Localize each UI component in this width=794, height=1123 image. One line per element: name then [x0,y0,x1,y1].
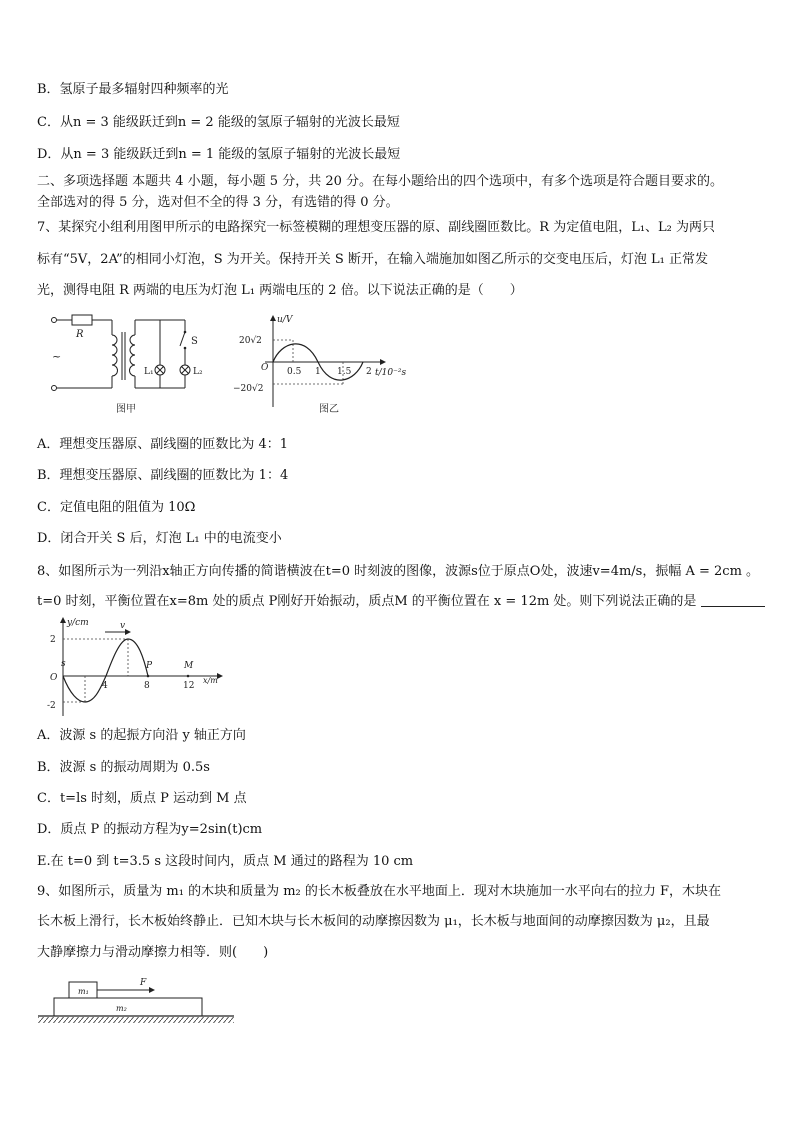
ground-hatch [38,1017,234,1023]
label-r: R [76,329,84,340]
wave-curve [63,639,148,702]
q7-option-b: B．理想变压器原、副线圈的匝数比为 1：4 [37,468,289,483]
tick-t-05: 0.5 [287,367,302,377]
q7-stem-line1: 7、某探究小组利用图甲所示的电路探究一标签模糊的理想变压器的原、副线圈匝数比。R 为定值电阻，L₁、L₂ 为两只 [37,220,716,235]
q8-option-d: D．质点 P 的振动方程为y=2sin(t)cm [37,822,263,837]
q9-stem-line1: 9、如图所示，质量为 m₁ 的木块和质量为 m₂ 的长木板叠放在水平地面上．现对木块施加一水平向右的拉力 F，木块在 [37,884,722,899]
q7-option-c: C．定值电阻的阻值为 10Ω [37,500,196,515]
answer-blank [701,592,765,607]
q8-option-e: E.在 t=0 到 t=3.5 s 这段时间内，质点 M 通过的路程为 10 cm [37,854,414,869]
tick-t-1: 1 [315,367,321,377]
q7-stem-line3: 光，测得电阻 R 两端的电压为灯泡 L₁ 两端电压的 2 倍。以下说法正确的是（ ） [37,283,523,298]
q7-option-d: D．闭合开关 S 后，灯泡 L₁ 中的电流变小 [37,531,282,546]
q8-option-c: C．t=ls 时刻，质点 P 运动到 M 点 [37,791,247,806]
axis-t-label: t/10⁻²s [375,368,407,378]
q9-stem-line2: 长木板上滑行，长木板始终静止．已知木块与长木板间的动摩擦因数为 μ₁，长木板与地面间的动摩擦因数为 μ₂，且最 [37,914,710,929]
axis-u-label: u/V [277,315,293,325]
tick-y-bottom: −20√2 [233,384,264,394]
secondary-coil [130,335,136,376]
label-m1: m₁ [78,987,89,996]
q8-stem-text: t=0 时刻，平衡位置在x=8m 处的质点 P刚好开始振动，质点M 的平衡位置在 x = 12m 处。则下列说法正确的是 [37,594,697,609]
tick-y-minus2: -2 [47,701,56,711]
prev-option-c: C．从n = 3 能级跃迁到n = 2 能级的氢原子辐射的光波长最短 [37,115,400,130]
origin-o: O [261,363,269,373]
label-l2: L₂ [193,367,203,377]
q8-stem-line1: 8、如图所示为一列沿x轴正方向传播的简谐横波在t=0 时刻波的图像，波源s位于原点O处，波速v=4m/s，振幅 A = 2cm 。 [37,564,760,579]
tick-t-15: 1.5 [337,367,352,377]
switch-s [180,332,185,346]
label-s: S [191,336,198,347]
tick-x-8: 8 [144,681,150,691]
q8-option-a: A．波源 s 的起振方向沿 y 轴正方向 [37,728,246,743]
label-m: M [184,661,194,671]
section-heading: 二、多项选择题 本题共 4 小题，每小题 5 分，共 20 分。在每小题给出的四个选项中，有多个选项是符合题目要求的。 [37,174,724,189]
origin-o: O [50,673,58,683]
q8-figure-wave [40,614,230,724]
q8-stem-line2 [37,592,765,612]
label-s: s [61,659,66,669]
prev-option-d: D．从n = 3 能级跃迁到n = 1 能级的氢原子辐射的光波长最短 [37,147,401,162]
tick-t-2: 2 [366,367,372,377]
ac-source-symbol: ~ [52,350,62,363]
label-l1: L₁ [144,367,154,377]
q7-stem-line2: 标有“5V，2A”的相同小灯泡，S 为开关。保持开关 S 断开，在输入端施加如图乙所示的交变电压后，灯泡 L₁ 正常发 [37,252,709,267]
tick-x-12: 12 [183,681,195,691]
board-m2 [54,998,202,1016]
q9-figure-blocks [36,972,241,1030]
tick-x-4: 4 [102,681,108,691]
q7-figure-circuit [40,310,215,420]
q8-option-b: B．波源 s 的振动周期为 0.5s [37,760,210,775]
axis-y-label: y/cm [67,618,89,628]
label-v: v [120,621,126,631]
label-m2: m₂ [116,1004,127,1013]
label-p: P [146,661,153,671]
axis-x-label: x/m [203,676,218,685]
tick-y-2: 2 [50,635,56,645]
tick-y-top: 20√2 [239,336,262,346]
prev-option-b: B．氢原子最多辐射四种频率的光 [37,82,229,97]
figure-jia-caption: 图甲 [116,404,136,415]
q7-option-a: A．理想变压器原、副线圈的匝数比为 4：1 [37,437,289,452]
resistor-r [72,315,92,325]
section-instructions: 全部选对的得 5 分，选对但不全的得 3 分，有选错的得 0 分。 [37,195,399,210]
q7-figure-voltage-graph [225,312,425,420]
figure-yi-caption: 图乙 [319,404,339,415]
q9-stem-line3: 大静摩擦力与滑动摩擦力相等．则( ) [37,945,269,960]
primary-coil [112,335,118,376]
label-f: F [140,978,147,988]
